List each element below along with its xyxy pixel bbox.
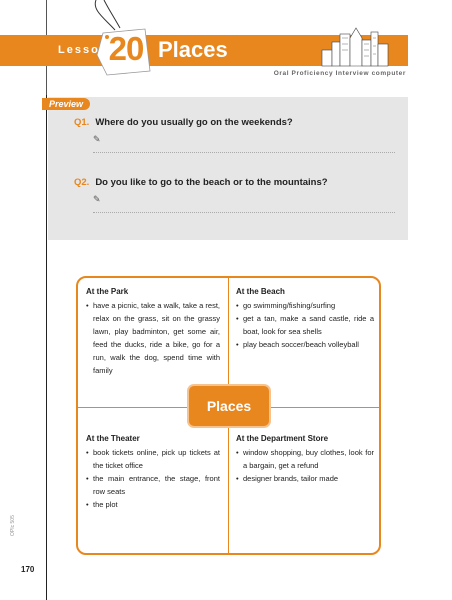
quadrant-item: • play beach soccer/beach volleyball (236, 338, 374, 351)
quadrant-item: • the main entrance, the stage, front row seats (86, 472, 220, 498)
diagram-center-label: Places (189, 386, 269, 426)
quadrant-park (86, 285, 220, 377)
quadrant-item: • designer brands, tailor made (236, 472, 374, 485)
quadrant-item: • get a tan, make a sand castle, ride a boat, look for sea shells (236, 312, 374, 338)
quadrant-item: • have a picnic, take a walk, take a rest, relax on the grass, sit on the grassy lawn, play badminton, get some air, feed the ducks, ride a bike, go for a run, walk the dog, spend time with family (86, 299, 220, 377)
preview-tab: Preview (42, 98, 90, 110)
question-text: Do you like to go to the beach or to the mountains? (95, 177, 328, 188)
pencil-icon: ✎ (93, 134, 101, 144)
city-skyline-icon (318, 24, 398, 68)
quadrant-theater (86, 432, 220, 511)
lesson-number: 20 (108, 30, 144, 67)
page-margin-line-dark (46, 95, 47, 600)
quadrant-title: At the Department Store (236, 434, 329, 443)
page-title: Places (158, 37, 228, 62)
question-number: Q2. (74, 177, 90, 188)
page-number: 170 (21, 565, 35, 574)
quadrant-title: At the Park (86, 287, 129, 296)
answer-line-2[interactable] (93, 212, 395, 213)
quadrant-title: At the Beach (236, 287, 285, 296)
question-text: Where do you usually go on the weekends? (95, 117, 293, 128)
pencil-icon: ✎ (93, 194, 101, 204)
page-subtitle: Oral Proficiency Interview computer (273, 70, 406, 77)
question-number: Q1. (74, 117, 90, 128)
question-2 (74, 177, 328, 188)
quadrant-item: • book tickets online, pick up tickets at the ticket office (86, 446, 220, 472)
quadrant-department-store (236, 432, 374, 485)
quadrant-item: • go swimming/fishing/surfing (236, 299, 374, 312)
quadrant-title: At the Theater (86, 434, 140, 443)
quadrant-beach (236, 285, 374, 351)
quadrant-item: • the plot (86, 498, 220, 511)
question-1 (74, 117, 293, 128)
side-label: OPIc 505 (10, 515, 16, 536)
quadrant-item: • window shopping, buy clothes, look for a bargain, get a refund (236, 446, 374, 472)
lesson-label: Lesson (58, 44, 109, 56)
answer-line-1[interactable] (93, 152, 395, 153)
